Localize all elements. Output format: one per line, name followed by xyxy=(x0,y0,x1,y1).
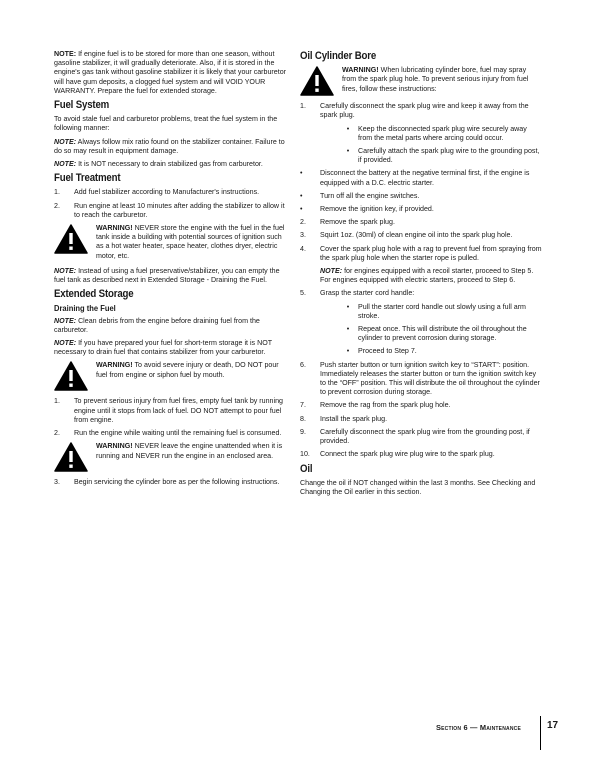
heading-oil: Oil xyxy=(300,462,313,475)
sub-bullet xyxy=(338,347,542,356)
warning-label: WARNING! xyxy=(342,66,379,75)
note-label: NOTE: xyxy=(54,137,77,146)
bullet-icon: • xyxy=(346,325,350,334)
step-number: 1. xyxy=(300,102,306,111)
heading-fuel-system: Fuel System xyxy=(54,99,110,112)
warning-block xyxy=(300,66,542,96)
warning-block xyxy=(54,361,290,391)
step-number: 2. xyxy=(54,201,60,210)
sub-bullet xyxy=(338,325,542,343)
right-column xyxy=(300,50,542,501)
list-item xyxy=(300,428,542,446)
draining-note-2 xyxy=(54,339,290,357)
bullet-item xyxy=(300,192,542,201)
note-text: If you have prepared your fuel for short-term storage it is NOT necessary to drain fuel that contains stabilizer from your carburetor. xyxy=(54,339,272,357)
note-label: NOTE: xyxy=(54,316,77,325)
step-number: 2. xyxy=(300,218,306,227)
list-item xyxy=(300,102,542,120)
step-text: Push starter button or turn ignition switch key to “START”: position. Immediately releases the starter button or turn the ignition switch key to the “OFF” position. This will distribute the oil throughout the cylinder to prevent corrosion during storage. xyxy=(320,360,540,397)
step-number: 2. xyxy=(54,429,60,438)
sub-bullet xyxy=(338,147,542,165)
warning-body: When lubricating cylinder bore, fuel may spray from the spark plug hole. To prevent serious injury from fuel fires, follow these instructions: xyxy=(342,66,529,93)
step-text: Carefully disconnect the spark plug wire and keep it away from the spark plug. xyxy=(320,102,529,120)
fuel-treatment-note xyxy=(54,267,290,285)
step-text: Run engine at least 10 minutes after adding the stabilizer to allow it to reach the carburetor. xyxy=(74,201,285,219)
warning-body: To avoid severe injury or death, DO NOT pour fuel from engine or siphon fuel by mouth. xyxy=(96,361,279,379)
bullet-text: Turn off all the engine switches. xyxy=(320,191,420,200)
step-number: 3. xyxy=(54,478,60,487)
bullet-icon: • xyxy=(346,124,350,133)
bullet-text: Proceed to Step 7. xyxy=(358,347,417,356)
step-number: 10. xyxy=(300,450,310,459)
bullet-item xyxy=(300,169,542,187)
warning-triangle-icon xyxy=(300,66,334,96)
warning-label: WARNING! xyxy=(96,442,133,451)
warning-text xyxy=(342,66,542,96)
bullet-text: Pull the starter cord handle out slowly using a full arm stroke. xyxy=(358,302,526,320)
note-text: Always follow mix ratio found on the stabilizer container. Failure to do so may result in equipment damage. xyxy=(54,137,285,155)
heading-extended-storage: Extended Storage xyxy=(54,288,134,301)
fuel-system-note-2 xyxy=(54,160,290,169)
step-number: 6. xyxy=(300,360,306,369)
bullet-icon: • xyxy=(346,347,350,356)
step-4-note xyxy=(320,267,542,285)
step-text: Squirt 1oz. (30ml) of clean engine oil into the spark plug hole. xyxy=(320,231,513,240)
footer-section-label: Section 6 — Maintenance xyxy=(435,723,521,732)
sub-bullet xyxy=(338,303,542,321)
heading-oil-cylinder-bore: Oil Cylinder Bore xyxy=(300,50,377,62)
warning-text xyxy=(96,224,290,261)
warning-triangle-icon xyxy=(54,224,88,254)
note-text: for engines equipped with a recoil starter, proceed to Step 5. For engines equipped with electric starters, proceed to Step 6. xyxy=(320,267,534,285)
note-label: NOTE: xyxy=(54,339,77,348)
step-number: 7. xyxy=(300,401,306,410)
warning-body: NEVER store the engine with the fuel in the fuel tank inside a building with potential sources of ignition such as a hot water heater, space heater, clothes dryer, electric motor, etc. xyxy=(96,224,285,260)
fuel-system-text: To avoid stale fuel and carburetor problems, treat the fuel system in the following manner: xyxy=(54,115,278,133)
step-number: 1. xyxy=(54,188,60,197)
bullet-item xyxy=(300,205,542,214)
list-item xyxy=(54,429,290,438)
step-text: Run the engine while waiting until the remaining fuel is consumed. xyxy=(74,429,282,438)
step-text: Add fuel stabilizer according to Manufacturer's instructions. xyxy=(74,188,260,197)
warning-label: WARNING! xyxy=(96,361,133,370)
draining-note-1 xyxy=(54,317,290,335)
step-text: Remove the spark plug. xyxy=(320,218,395,227)
bullet-text: Remove the ignition key, if provided. xyxy=(320,205,434,214)
oil-text: Change the oil if NOT changed within the last 3 months. See Checking and Changing the Oil earlier in this section. xyxy=(300,478,536,496)
footer-divider xyxy=(540,716,541,750)
sub-bullet xyxy=(338,125,542,143)
list-item xyxy=(300,361,542,398)
bullet-text: Disconnect the battery at the negative terminal first, if the engine is equipped with a D.C. electric starter. xyxy=(320,169,530,187)
bullet-icon: • xyxy=(300,205,303,214)
note-label: NOTE: xyxy=(54,266,77,275)
page-number: 17 xyxy=(547,720,559,731)
warning-text xyxy=(96,361,290,391)
list-item xyxy=(54,188,290,197)
step-text: Connect the spark plug wire plug wire to the spark plug. xyxy=(320,450,495,459)
warning-triangle-icon xyxy=(54,442,88,472)
step-text: Remove the rag from the spark plug hole. xyxy=(320,401,451,410)
note-label: NOTE: xyxy=(54,160,77,169)
step-text: Install the spark plug. xyxy=(320,414,388,423)
warning-text xyxy=(96,442,290,472)
bullet-text: Keep the disconnected spark plug wire securely away from the metal parts where arcing could occur. xyxy=(358,124,527,142)
bullet-text: Repeat once. This will distribute the oil throughout the cylinder to prevent corrosion during storage. xyxy=(358,325,527,343)
list-item xyxy=(54,202,290,220)
bullet-icon: • xyxy=(346,147,350,156)
list-item xyxy=(300,218,542,227)
step-number: 9. xyxy=(300,427,306,436)
note-label: NOTE: xyxy=(54,50,77,58)
step-number: 4. xyxy=(300,244,306,253)
step-number: 5. xyxy=(300,289,306,298)
step-text: Carefully disconnect the spark plug wire from the grounding post, if provided. xyxy=(320,427,530,446)
bullet-icon: • xyxy=(346,302,350,311)
bullet-icon: • xyxy=(300,191,303,200)
warning-label: WARNING! xyxy=(96,224,133,233)
list-item xyxy=(300,245,542,263)
note-label: NOTE: xyxy=(320,267,343,276)
note-text: Instead of using a fuel preservative/stabilizer, you can empty the fuel tank as described next in Extended Storage - Draining the Fuel. xyxy=(54,266,280,285)
list-item xyxy=(300,450,542,459)
step-text: To prevent serious injury from fuel fires, empty fuel tank by running engine until it stops from lack of fuel. DO NOT attempt to pour fuel from engine. xyxy=(74,397,283,424)
note-text: It is NOT necessary to drain stabilized gas from carburetor. xyxy=(78,160,263,169)
list-item xyxy=(300,415,542,424)
step-number: 8. xyxy=(300,414,306,423)
subheading-draining-fuel: Draining the Fuel xyxy=(54,303,116,314)
bullet-text: Carefully attach the spark plug wire to the grounding post, if provided. xyxy=(358,147,540,165)
fuel-system-note-1 xyxy=(54,138,290,156)
list-item xyxy=(54,478,290,487)
warning-triangle-icon xyxy=(54,361,88,391)
bullet-icon: • xyxy=(300,169,303,178)
note-text: If engine fuel is to be stored for more than one season, without gasoline stabilizer, it will gradually deteriorate. Also, if it is stored in the engine's gas tank without gasoline stabilizer it is likely that your carburetor will have gum deposits, a clogged fuel system and will VOID YOUR WARRANTY. Prepare the fuel for extended storage. xyxy=(54,50,287,95)
list-item xyxy=(300,289,542,298)
warning-block xyxy=(54,442,290,472)
intro-note xyxy=(54,50,290,96)
heading-fuel-treatment: Fuel Treatment xyxy=(54,172,121,185)
step-number: 3. xyxy=(300,231,306,240)
note-text: Clean debris from the engine before draining fuel from the carburetor. xyxy=(54,316,260,334)
step-text: Cover the spark plug hole with a rag to prevent fuel from spraying from the spark plug hole when the starter rope is pulled. xyxy=(320,244,542,262)
step-text: Begin servicing the cylinder bore as per the following instructions. xyxy=(74,478,280,487)
left-column xyxy=(54,50,290,492)
list-item xyxy=(54,397,290,425)
list-item xyxy=(300,401,542,410)
warning-body: NEVER leave the engine unattended when it is running and NEVER run the engine in an enclosed area. xyxy=(96,442,283,460)
list-item xyxy=(300,231,542,240)
step-text: Grasp the starter cord handle: xyxy=(320,289,415,298)
warning-block xyxy=(54,224,290,261)
step-number: 1. xyxy=(54,397,60,406)
